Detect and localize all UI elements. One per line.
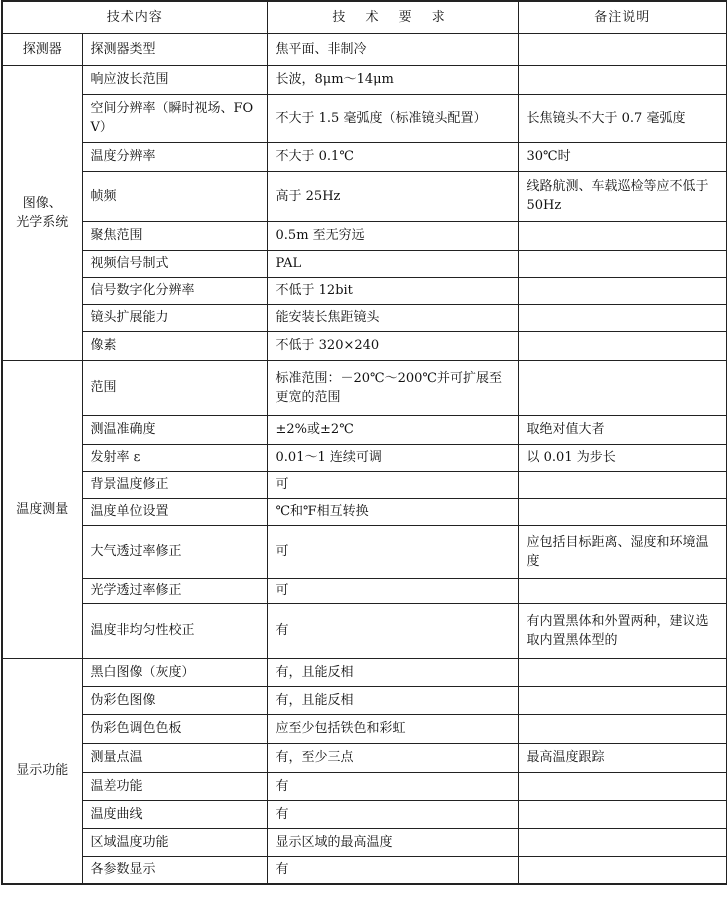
category-cell: 图像、 光学系统 [2, 65, 82, 360]
table-row [2, 743, 727, 772]
item-cell: 范围 [82, 360, 267, 415]
item-cell: 测温准确度 [82, 415, 267, 444]
item-cell: 测量点温 [82, 743, 267, 772]
table-row [2, 331, 727, 360]
requirement-cell: 0.5m 至无穷远 [267, 221, 518, 250]
note-cell [518, 800, 727, 828]
requirement-cell: 高于 25Hz [267, 171, 518, 221]
item-cell: 黑白图像（灰度） [82, 658, 267, 686]
table-row [2, 578, 727, 603]
item-cell: 温差功能 [82, 772, 267, 800]
note-cell [518, 658, 727, 686]
requirement-cell: 有 [267, 772, 518, 800]
table-row [2, 33, 727, 65]
table-row [2, 304, 727, 331]
requirement-cell: 应至少包括铁色和彩虹 [267, 714, 518, 743]
note-cell [518, 331, 727, 360]
item-cell: 探测器类型 [82, 33, 267, 65]
note-cell [518, 578, 727, 603]
category-cell: 探测器 [2, 33, 82, 65]
requirement-cell: 显示区域的最高温度 [267, 828, 518, 856]
table-row [2, 714, 727, 743]
requirement-cell: 0.01～1 连续可调 [267, 444, 518, 471]
category-cell: 温度测量 [2, 360, 82, 658]
category-cell: 显示功能 [2, 658, 82, 884]
requirement-cell: 可 [267, 525, 518, 578]
table-row [2, 444, 727, 471]
item-cell: 背景温度修正 [82, 471, 267, 498]
table-body [2, 33, 727, 884]
item-cell: 帧频 [82, 171, 267, 221]
item-cell: 像素 [82, 331, 267, 360]
requirement-cell: 焦平面、非制冷 [267, 33, 518, 65]
item-cell: 发射率 ε [82, 444, 267, 471]
requirement-cell: 不低于 320×240 [267, 331, 518, 360]
table-row [2, 250, 727, 277]
table-row [2, 415, 727, 444]
note-cell [518, 828, 727, 856]
item-cell: 温度非均匀性校正 [82, 603, 267, 658]
note-cell [518, 221, 727, 250]
note-cell [518, 360, 727, 415]
requirement-cell: 有 [267, 800, 518, 828]
note-cell [518, 33, 727, 65]
table-row [2, 171, 727, 221]
requirement-cell: 不低于 12bit [267, 277, 518, 304]
header-note: 备注说明 [518, 1, 727, 33]
table-row [2, 856, 727, 884]
table-row [2, 828, 727, 856]
table-row [2, 277, 727, 304]
item-cell: 镜头扩展能力 [82, 304, 267, 331]
table-row [2, 772, 727, 800]
requirement-cell: 可 [267, 471, 518, 498]
note-cell [518, 250, 727, 277]
requirement-cell: ℃和℉相互转换 [267, 498, 518, 525]
note-cell: 取绝对值大者 [518, 415, 727, 444]
note-cell: 最高温度跟踪 [518, 743, 727, 772]
item-cell: 各参数显示 [82, 856, 267, 884]
requirement-cell: 标准范围：－20℃～200℃并可扩展至更宽的范围 [267, 360, 518, 415]
item-cell: 伪彩色图像 [82, 686, 267, 714]
item-cell: 区域温度功能 [82, 828, 267, 856]
note-cell [518, 686, 727, 714]
item-cell: 光学透过率修正 [82, 578, 267, 603]
note-cell [518, 856, 727, 884]
table-row [2, 525, 727, 578]
item-cell: 温度曲线 [82, 800, 267, 828]
table-row [2, 603, 727, 658]
note-cell [518, 471, 727, 498]
table-row [2, 221, 727, 250]
requirement-cell: 长波，8μm～14μm [267, 65, 518, 94]
table-row [2, 360, 727, 415]
note-cell: 长焦镜头不大于 0.7 毫弧度 [518, 94, 727, 142]
item-cell: 大气透过率修正 [82, 525, 267, 578]
requirement-cell: 有，且能反相 [267, 658, 518, 686]
item-cell: 温度单位设置 [82, 498, 267, 525]
note-cell [518, 772, 727, 800]
requirement-cell: 有，至少三点 [267, 743, 518, 772]
requirement-cell: 可 [267, 578, 518, 603]
item-cell: 聚焦范围 [82, 221, 267, 250]
table-row [2, 800, 727, 828]
requirement-cell: 不大于 0.1℃ [267, 142, 518, 171]
note-cell: 应包括目标距离、湿度和环境温度 [518, 525, 727, 578]
note-cell [518, 65, 727, 94]
header-content: 技术内容 [2, 1, 267, 33]
item-cell: 伪彩色调色色板 [82, 714, 267, 743]
note-cell: 有内置黑体和外置两种，建议选取内置黑体型的 [518, 603, 727, 658]
table-row [2, 471, 727, 498]
item-cell: 温度分辨率 [82, 142, 267, 171]
header-requirement: 技 术 要 求 [267, 1, 518, 33]
requirement-cell: 有，且能反相 [267, 686, 518, 714]
table-row [2, 65, 727, 94]
note-cell [518, 498, 727, 525]
requirement-cell: 能安装长焦距镜头 [267, 304, 518, 331]
table-row [2, 686, 727, 714]
note-cell [518, 714, 727, 743]
requirement-cell: ±2%或±2℃ [267, 415, 518, 444]
spec-table [1, 0, 727, 885]
note-cell: 30℃时 [518, 142, 727, 171]
table-row [2, 94, 727, 142]
table-row [2, 658, 727, 686]
table-row [2, 498, 727, 525]
requirement-cell: 有 [267, 603, 518, 658]
note-cell: 线路航测、车载巡检等应不低于 50Hz [518, 171, 727, 221]
note-cell: 以 0.01 为步长 [518, 444, 727, 471]
requirement-cell: 不大于 1.5 毫弧度（标准镜头配置） [267, 94, 518, 142]
item-cell: 视频信号制式 [82, 250, 267, 277]
header-row [2, 1, 727, 33]
table-row [2, 142, 727, 171]
note-cell [518, 277, 727, 304]
note-cell [518, 304, 727, 331]
item-cell: 信号数字化分辨率 [82, 277, 267, 304]
requirement-cell: 有 [267, 856, 518, 884]
item-cell: 响应波长范围 [82, 65, 267, 94]
requirement-cell: PAL [267, 250, 518, 277]
item-cell: 空间分辨率（瞬时视场、FOV） [82, 94, 267, 142]
